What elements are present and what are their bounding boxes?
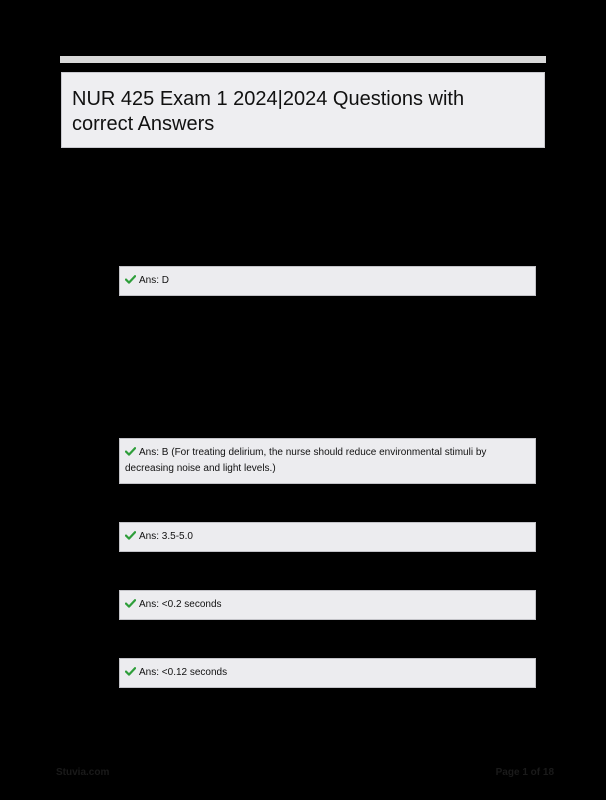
answer-text: Ans: <0.12 seconds	[139, 667, 228, 678]
answer-text: Ans: B (For treating delirium, the nurse should reduce environmental stimuli by decreasing noise and light levels.)	[125, 447, 487, 474]
answer-box	[119, 658, 536, 688]
page-title: NUR 425 Exam 1 2024|2024 Questions with correct Answers	[72, 88, 465, 135]
check-icon	[125, 275, 136, 284]
footer-site-label: Stuvia.com	[56, 767, 110, 778]
check-icon	[125, 599, 136, 608]
answer-box	[119, 266, 536, 296]
check-icon	[125, 447, 136, 456]
answer-text: Ans: D	[139, 275, 170, 286]
answer-text: Ans: 3.5-5.0	[139, 531, 193, 542]
check-icon	[125, 531, 136, 540]
footer-page-number: Page 1 of 18	[495, 767, 554, 778]
answer-box	[119, 590, 536, 620]
title-banner	[61, 72, 545, 148]
answer-box	[119, 438, 536, 484]
header-divider	[60, 56, 546, 63]
check-icon	[125, 667, 136, 676]
answer-box	[119, 522, 536, 552]
answer-text: Ans: <0.2 seconds	[139, 599, 222, 610]
